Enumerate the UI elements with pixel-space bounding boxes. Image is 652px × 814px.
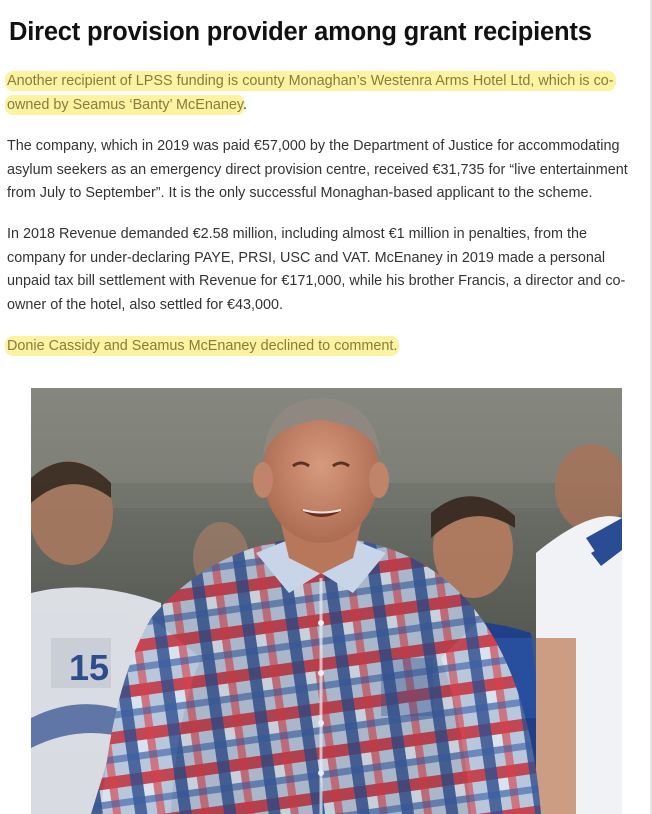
article-headline: Direct provision provider among grant recipients <box>9 18 592 46</box>
photo-illustration <box>31 388 622 814</box>
article-photo <box>31 388 622 814</box>
paragraph-direct-provision: The company, which in 2019 was paid €57,000 by the Department of Justice for accommodating asylum seekers as an emergency direct provision centre, received €31,735 for “live entertainment from July to September”. It is the only successful Monaghan-based applicant to the scheme. <box>7 138 628 201</box>
paragraph-westenra <box>7 70 643 117</box>
highlighted-text: Donie Cassidy and Seamus McEnaney declined to comment. <box>7 338 398 354</box>
paragraph-revenue: In 2018 Revenue demanded €2.58 million, including almost €1 million in penalties, from the company for under-declaring PAYE, PRSI, USC and VAT. McEnaney in 2019 made a personal unpaid tax bill settlement with Revenue for €171,000, while his brother Francis, a director and co-owner of the hotel, also settled for €43,000. <box>7 226 626 313</box>
paragraph-declined-comment <box>7 335 643 359</box>
paragraph-tail: . <box>242 96 247 113</box>
highlighted-text: Another recipient of LPSS funding is county Monaghan’s Westenra Arms Hotel Ltd, which is co-owned by Seamus ‘Banty’ McEnaney <box>7 73 614 113</box>
jersey-number: 15 <box>69 647 110 688</box>
